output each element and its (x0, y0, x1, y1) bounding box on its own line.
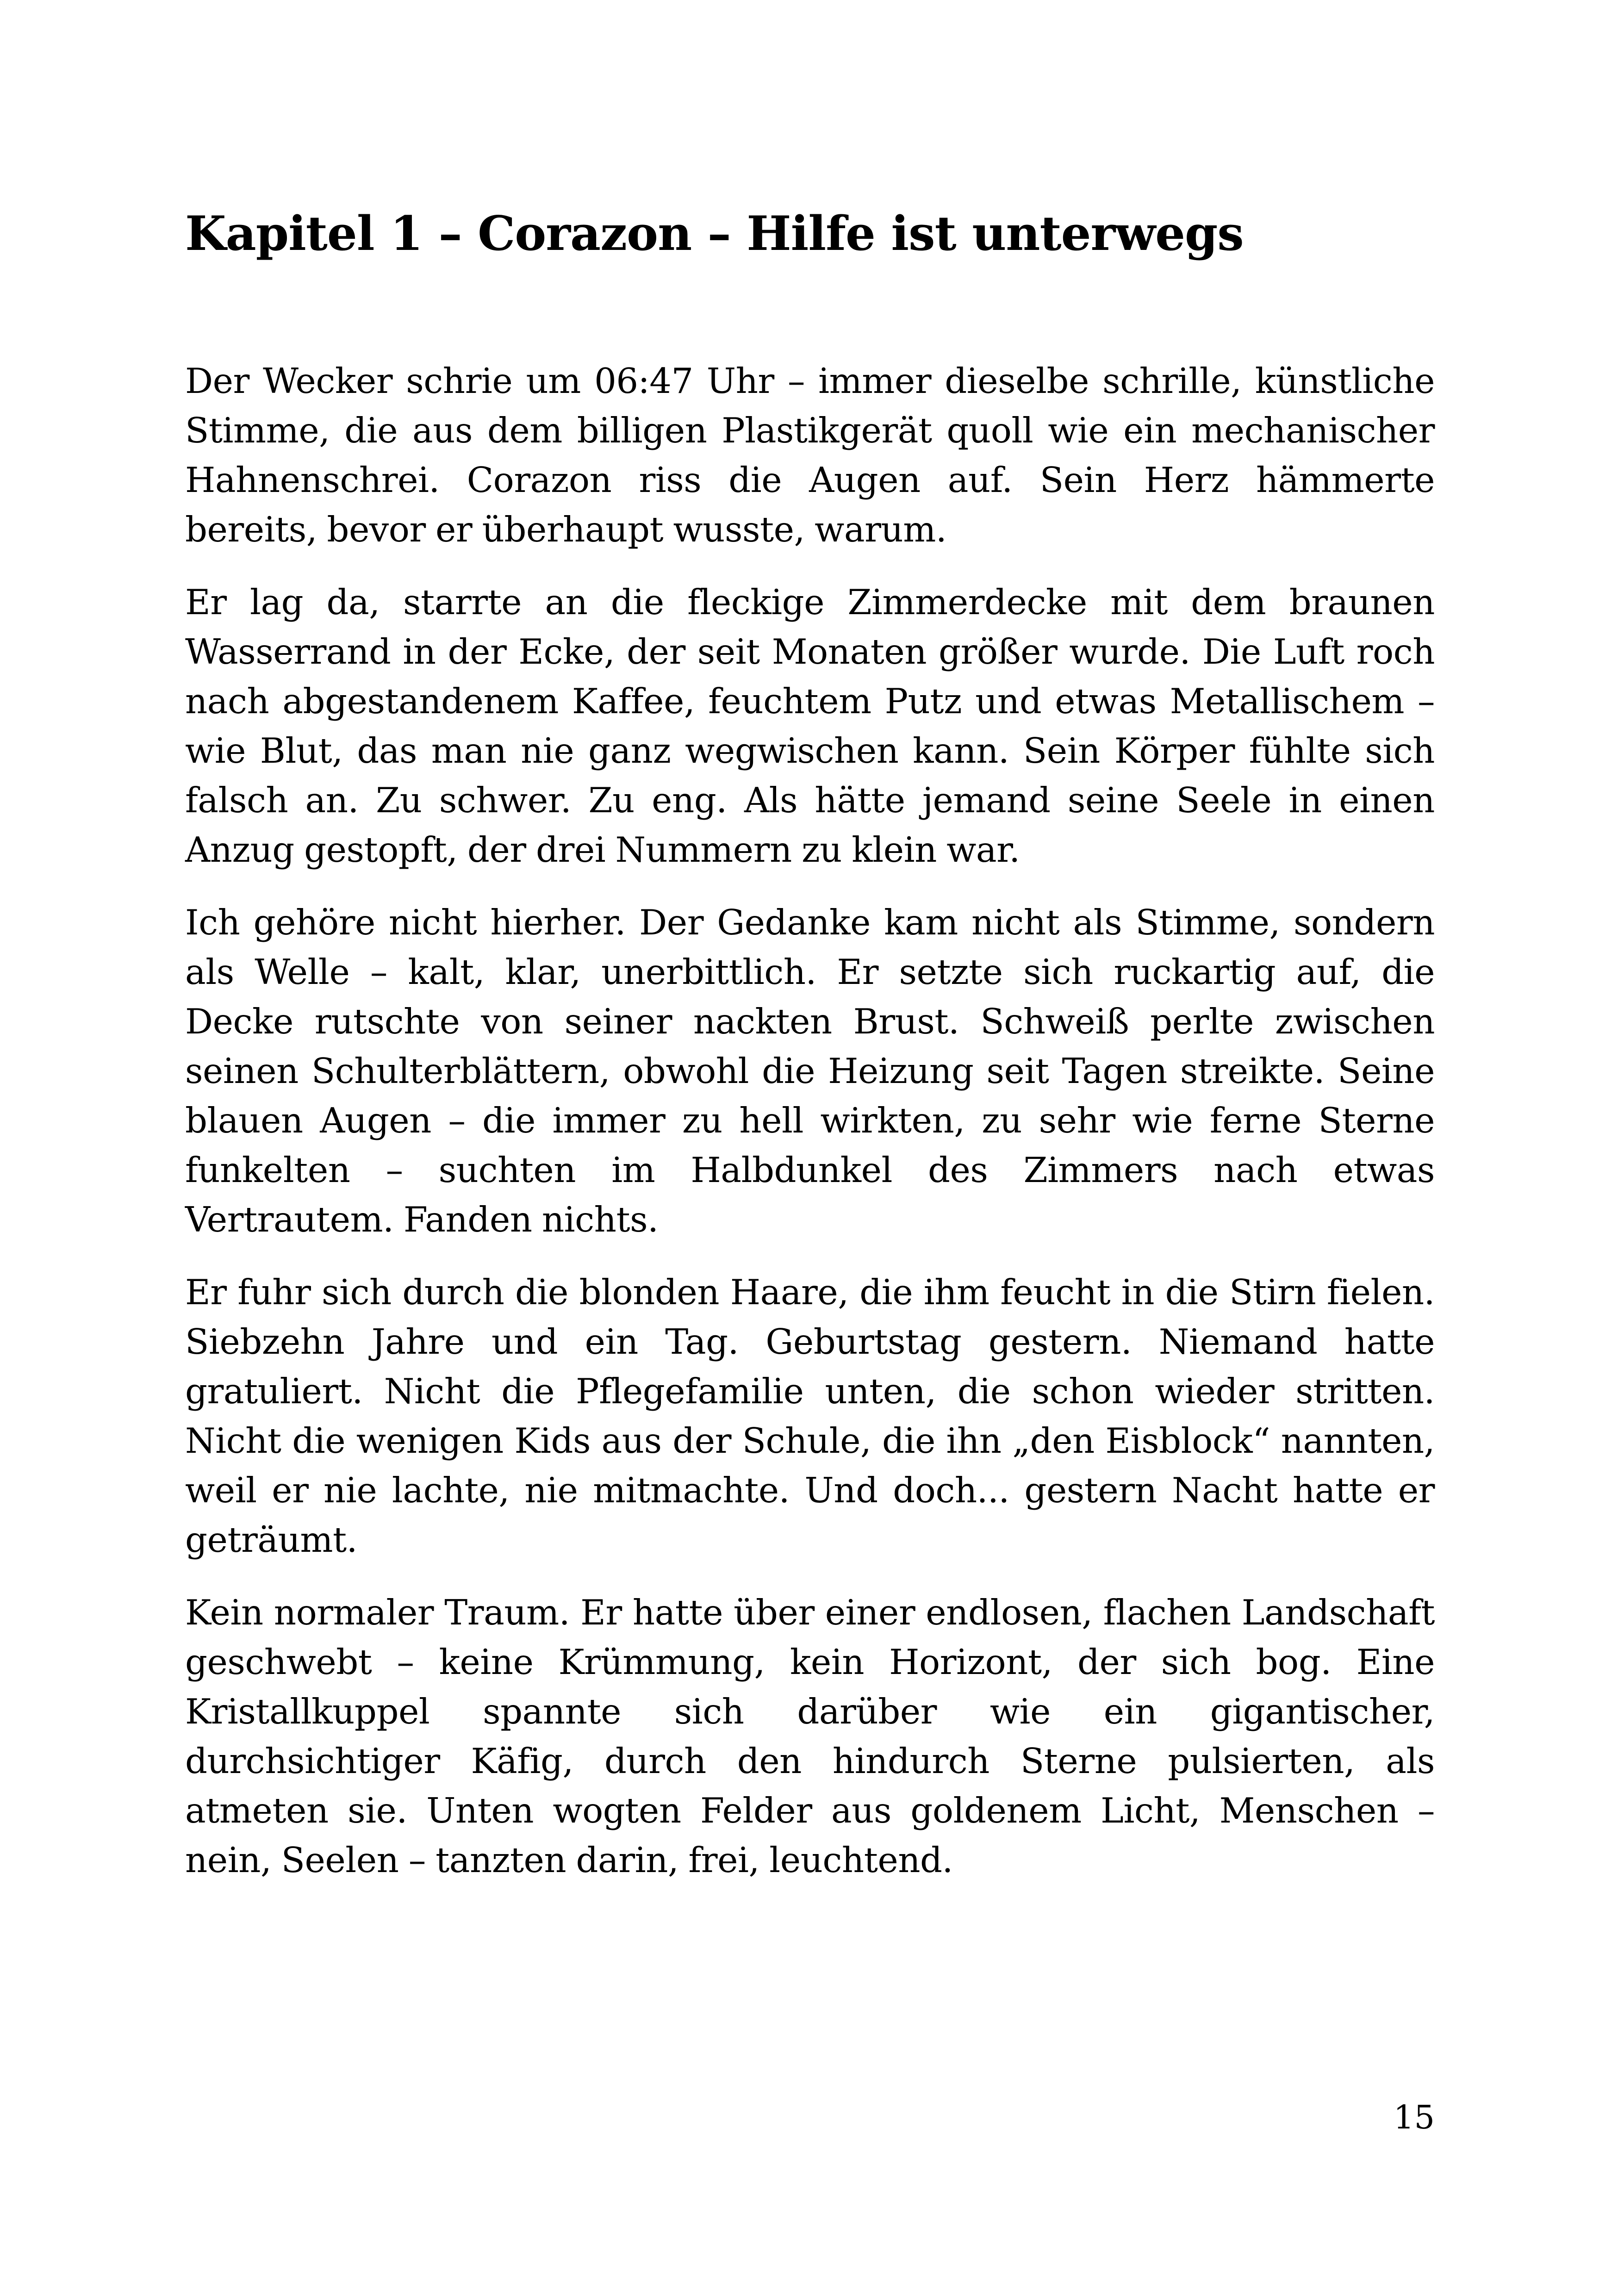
paragraph-2: Er lag da, starrte an die fleckige Zimmerdecke mit dem braunen Wasserrand in der Ecke, der seit Monaten größer wurde. Die Luft roch nach abgestandenem Kaffee, feuchtem Putz und etwas Metallischem – wie Blut, das man nie ganz wegwischen kann. Sein Körper fühlte sich falsch an. Zu schwer. Zu eng. Als hätte jemand seine Seele in einen Anzug gestopft, der drei Nummern zu klein war. (185, 582, 1435, 870)
paragraph-3: Ich gehöre nicht hierher. Der Gedanke kam nicht als Stimme, sondern als Welle – kalt, klar, unerbittlich. Er setzte sich ruckartig auf, die Decke rutschte von seiner nackten Brust. Schweiß perlte zwischen seinen Schulterblättern, obwohl die Heizung seit Tagen streikte. Seine blauen Augen – die immer zu hell wirkten, zu sehr wie ferne Sterne funkelten – suchten im Halbdunkel des Zimmers nach etwas Vertrautem. Fanden nichts. (185, 902, 1435, 1240)
chapter-title: Kapitel 1 – Corazon – Hilfe ist unterwegs (185, 206, 1244, 261)
chapter-body (185, 356, 1435, 1885)
paragraph-1: Der Wecker schrie um 06:47 Uhr – immer dieselbe schrille, künstliche Stimme, die aus dem billigen Plastikgerät quoll wie ein mechanischer Hahnenschrei. Corazon riss die Augen auf. Sein Herz hämmerte bereits, bevor er überhaupt wusste, warum. (185, 361, 1435, 550)
paragraph-5: Kein normaler Traum. Er hatte über einer endlosen, flachen Landschaft geschwebt – keine Krümmung, kein Horizont, der sich bog. Eine Kristallkuppel spannte sich darüber wie ein gigantischer, durchsichtiger Käfig, durch den hindurch Sterne pulsierten, als atmeten sie. Unten wogten Felder aus goldenem Licht, Menschen – nein, Seelen – tanzten darin, frei, leuchtend. (185, 1592, 1435, 1880)
paragraph-4: Er fuhr sich durch die blonden Haare, die ihm feucht in die Stirn fielen. Siebzehn Jahre und ein Tag. Geburtstag gestern. Niemand hatte gratuliert. Nicht die Pflegefamilie unten, die schon wieder stritten. Nicht die wenigen Kids aus der Schule, die ihn „den Eisblock“ nannten, weil er nie lachte, nie mitmachte. Und doch... gestern Nacht hatte er geträumt. (185, 1272, 1435, 1560)
page-number: 15 (1393, 2098, 1435, 2136)
